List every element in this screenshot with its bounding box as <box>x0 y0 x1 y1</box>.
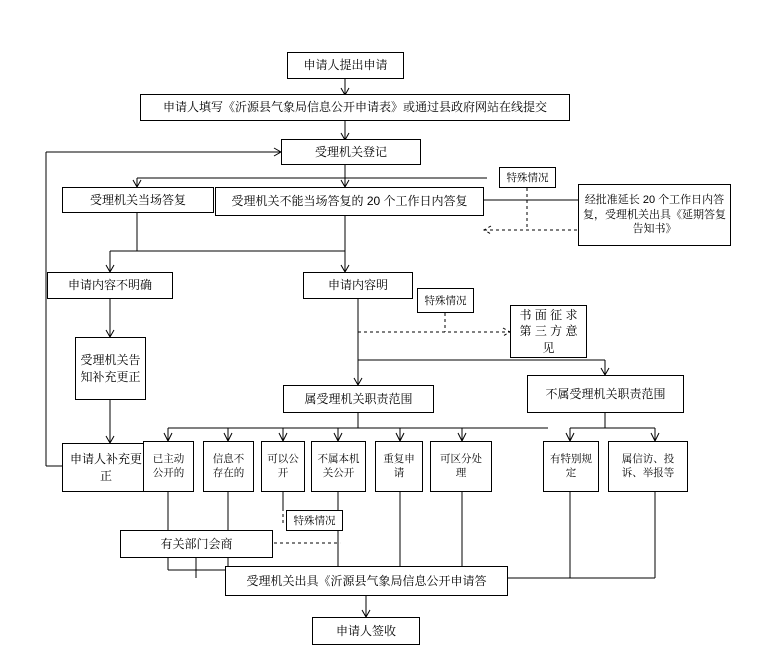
node-label: 受理机关当场答复 <box>89 192 186 207</box>
note-special-case-1 <box>499 167 556 188</box>
node-outside-duty[interactable] <box>527 375 684 413</box>
node-extend-reply[interactable] <box>578 184 731 246</box>
node-label: 有特别规定 <box>550 452 592 479</box>
node-petition-complaint[interactable] <box>608 441 688 492</box>
node-label: 信息不存在的 <box>212 452 245 479</box>
node-label: 受理机关不能当场答复的 20 个工作日内答复 <box>231 194 468 209</box>
node-label: 不属本机关公开 <box>317 452 360 479</box>
node-label: 重复申请 <box>383 452 415 479</box>
node-third-party-opinion[interactable] <box>510 305 587 358</box>
node-not-exist[interactable] <box>203 441 254 492</box>
node-label: 不属受理机关职责范围 <box>545 386 666 401</box>
node-not-this-agency[interactable] <box>311 441 366 492</box>
node-label: 属信访、投诉、举报等 <box>621 452 675 479</box>
node-label: 申请人填写《沂源县气象局信息公开申请表》或通过县政府网站在线提交 <box>162 100 547 115</box>
node-label: 可区分处理 <box>440 452 482 479</box>
node-label: 申请人补充更正 <box>69 452 142 483</box>
node-label: 属受理机关职责范围 <box>304 391 413 406</box>
node-content-clear[interactable] <box>303 272 413 299</box>
node-label: 受理机关登记 <box>314 144 387 159</box>
node-issue-reply[interactable] <box>225 566 508 596</box>
node-dept-consult[interactable] <box>120 530 273 558</box>
node-label: 有关部门会商 <box>160 536 233 551</box>
node-can-public[interactable] <box>261 441 305 492</box>
node-already-public[interactable] <box>143 441 194 492</box>
node-notify-correct[interactable] <box>75 337 146 400</box>
node-fill-form[interactable] <box>140 94 570 121</box>
node-applicant-correct[interactable] <box>62 443 150 492</box>
node-label: 申请内容不明确 <box>67 278 152 293</box>
note-label: 特殊情况 <box>424 295 467 307</box>
node-label: 已主动公开的 <box>152 452 185 479</box>
node-label: 可以公开 <box>267 452 299 479</box>
node-applicant-sign[interactable] <box>312 617 420 645</box>
node-label: 书 面 征 求 第 三 方 意 见 <box>519 308 578 355</box>
node-label: 受理机关告知补充更正 <box>80 353 141 384</box>
node-label: 申请人提出申请 <box>303 58 388 73</box>
node-agency-register[interactable] <box>281 139 421 165</box>
note-special-case-2 <box>417 288 474 313</box>
node-label: 申请内容明 <box>327 278 388 293</box>
node-special-rule[interactable] <box>543 441 599 492</box>
note-label: 特殊情况 <box>293 515 336 527</box>
node-reply-onsite[interactable] <box>62 187 214 213</box>
node-separable[interactable] <box>430 441 492 492</box>
node-label: 经批准延长 20 个工作日内答复，受理机关出具《延期答复告知书》 <box>583 193 726 236</box>
node-reply-20days[interactable] <box>215 187 484 216</box>
node-content-unclear[interactable] <box>47 272 173 299</box>
note-special-case-3 <box>286 510 343 531</box>
node-label: 受理机关出具《沂源县气象局信息公开申请答 <box>246 573 487 588</box>
note-label: 特殊情况 <box>506 172 549 184</box>
node-label: 申请人签收 <box>335 623 396 638</box>
node-within-duty[interactable] <box>283 385 434 413</box>
node-applicant-submit[interactable] <box>287 52 404 79</box>
node-repeat-apply[interactable] <box>375 441 423 492</box>
